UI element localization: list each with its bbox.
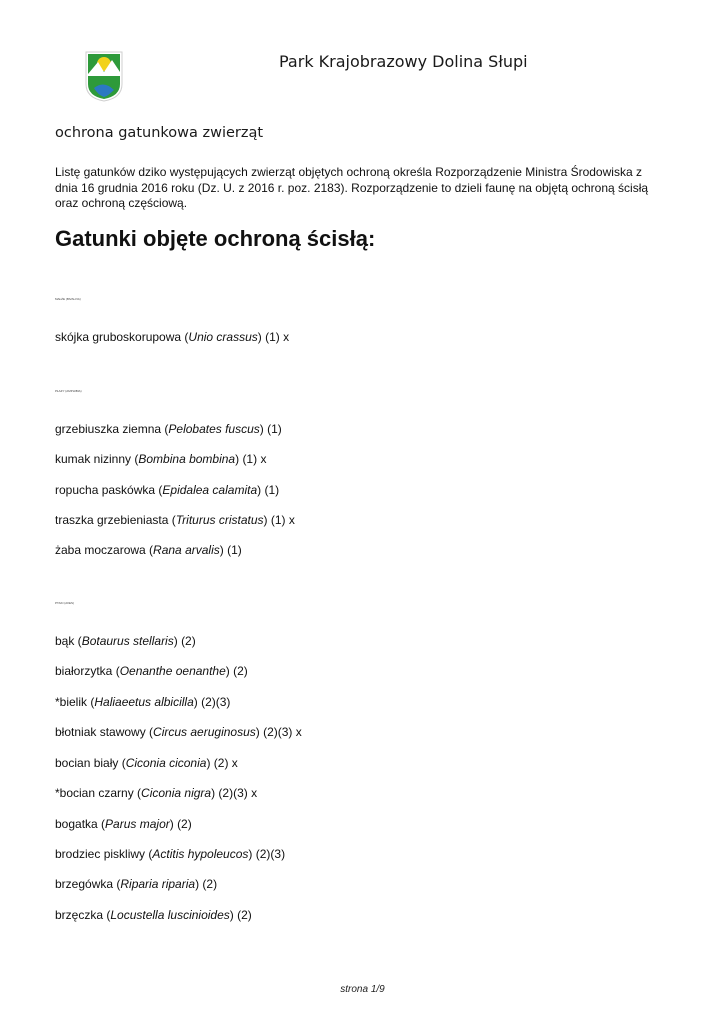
species-item: brzegówka (Riparia riparia) (2) (55, 877, 218, 891)
species-item: skójka gruboskorupowa (Unio crassus) (1) x (55, 330, 290, 344)
species-item: kumak nizinny (Bombina bombina) (1) x (55, 452, 267, 466)
section-title: ochrona gatunkowa zwierząt (55, 125, 264, 141)
main-heading: Gatunki objęte ochroną ścisłą: (55, 226, 376, 251)
species-item: brzęczka (Locustella luscinioides) (2) (55, 908, 252, 922)
species-item: bocian biały (Ciconia ciconia) (2) x (55, 756, 238, 770)
site-title: Park Krajobrazowy Dolina Słupi (279, 52, 528, 71)
species-item: *bielik (Haliaeetus albicilla) (2)(3) (55, 695, 231, 709)
species-item: błotniak stawowy (Circus aeruginosus) (2)(3) x (55, 725, 302, 739)
page-number: strona 1/9 (340, 984, 385, 995)
species-item: grzebiuszka ziemna (Pelobates fuscus) (1) (55, 422, 282, 436)
species-item: białorzytka (Oenanthe oenanthe) (2) (55, 664, 248, 678)
group-label-bivalvia: MAŁŻE (BIVALVIA) (55, 297, 81, 301)
species-item: brodziec piskliwy (Actitis hypoleucos) (2)(3) (55, 847, 286, 861)
species-item: bąk (Botaurus stellaris) (2) (55, 634, 196, 648)
species-item: traszka grzebieniasta (Triturus cristatus) (1) x (55, 513, 295, 527)
species-item: *bocian czarny (Ciconia nigra) (2)(3) x (55, 786, 258, 800)
species-item: ropucha paskówka (Epidalea calamita) (1) (55, 483, 280, 497)
species-item: bogatka (Parus major) (2) (55, 817, 192, 831)
species-item: żaba moczarowa (Rana arvalis) (1) (55, 543, 242, 557)
group-label-aves: PTAKI (AVES) (55, 601, 75, 605)
intro-paragraph: Listę gatunków dziko występujących zwierząt objętych ochroną określa Rozporządzenie Ministra Środowiska z dnia 16 grudnia 2016 roku (Dz. U. z 2016 r. poz. 2183). Rozporządzenie to dzieli faunę na objętą ochroną ścisłą oraz ochroną częściową. (55, 165, 649, 210)
park-logo-icon (84, 50, 124, 102)
group-label-amphibia: PŁAZY (AMPHIBIA) (55, 389, 82, 393)
